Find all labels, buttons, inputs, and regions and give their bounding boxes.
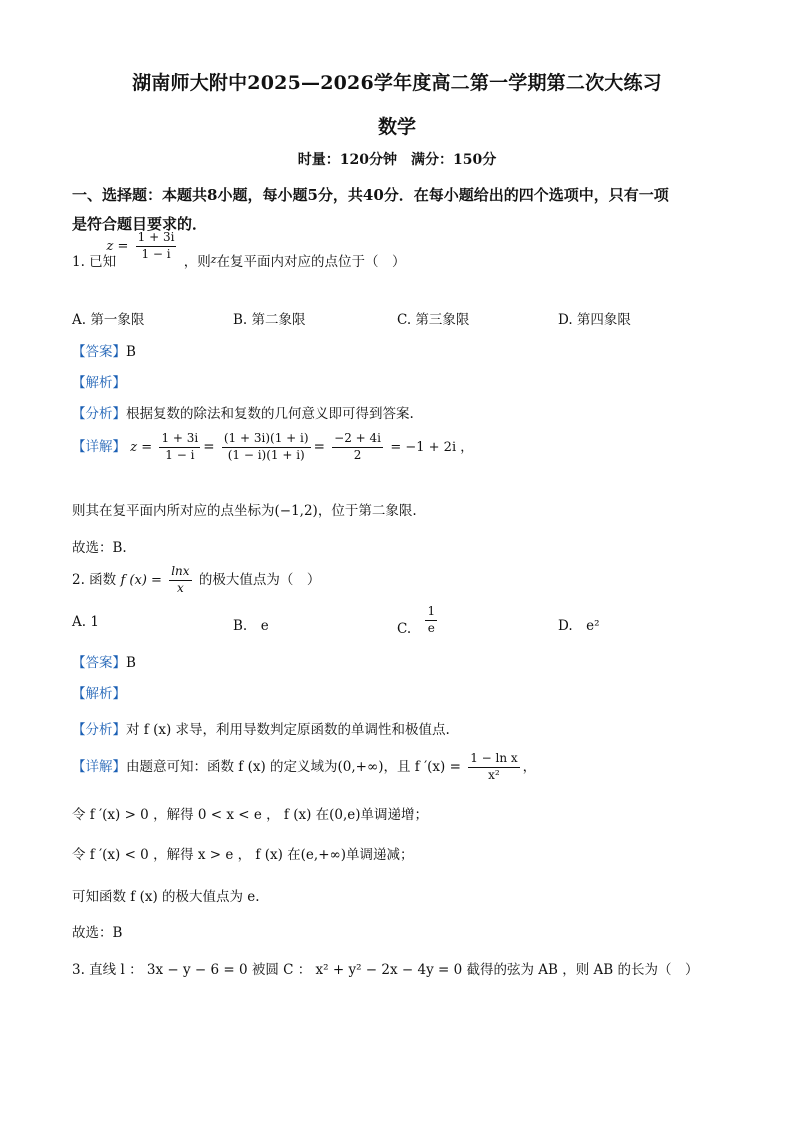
q2-detail-tag: 【详解】 bbox=[72, 758, 126, 775]
q2-suffix: 的极大值点为（ ） bbox=[198, 571, 321, 588]
q1-detail-frac2 bbox=[222, 432, 311, 463]
q1-z: z bbox=[210, 252, 217, 266]
q1-d-num2: (1 + 3i)(1 + i) bbox=[222, 432, 311, 448]
q2-option-c-label: C. bbox=[397, 620, 412, 637]
q1-option-b: B. 第二象限 bbox=[233, 312, 306, 328]
q1-frac-den: 1 − i bbox=[141, 246, 171, 261]
q1-detail-frac3 bbox=[332, 432, 383, 463]
q2-option-c bbox=[397, 605, 440, 636]
q2-deriv-frac bbox=[468, 752, 519, 783]
q1-answer-tag: 【答案】 bbox=[72, 344, 126, 360]
q1-analysis-tag: 【分析】 bbox=[72, 406, 126, 422]
q2-answer-tag: 【答案】 bbox=[72, 655, 126, 671]
q2-option-d: D. e² bbox=[558, 618, 600, 634]
q2-optc-den: e bbox=[427, 620, 435, 635]
q1-detail-frac1 bbox=[159, 432, 200, 463]
subject-title: 数学 bbox=[377, 116, 416, 138]
q2-jiexi bbox=[72, 682, 126, 702]
q1-analysis bbox=[72, 402, 414, 422]
q1-jiexi bbox=[72, 371, 126, 391]
q2-frac-den: x bbox=[177, 580, 184, 595]
section-heading-line1: 一、选择题：本题共8小题，每小题5分，共40分．在每小题给出的四个选项中，只有一项 bbox=[72, 186, 669, 204]
q2-analysis bbox=[72, 718, 450, 738]
page-title: 湖南师大附中2025—2026学年度高二第一学期第二次大练习 bbox=[132, 72, 662, 94]
q2-fx: f (x) = bbox=[120, 572, 162, 588]
q2-detail bbox=[72, 752, 536, 783]
q1-jiexi-tag: 【解析】 bbox=[72, 375, 126, 391]
q1-analysis-text: 根据复数的除法和复数的几何意义即可得到答案. bbox=[126, 406, 414, 422]
q1-detail-tail: = −1 + 2i ， bbox=[390, 439, 474, 455]
q1-d-num3: −2 + 4i bbox=[332, 432, 383, 448]
q1-frac-num: 1 + 3i bbox=[136, 231, 177, 247]
q2-deriv-den: x² bbox=[488, 767, 500, 782]
q1-d-den1: 1 − i bbox=[165, 447, 195, 462]
q1-suffix3: 在复平面内对应的点位于（ ） bbox=[216, 253, 406, 270]
q2-choose: 故选：B bbox=[72, 925, 123, 941]
q1-prefix: 1. 已知 bbox=[72, 253, 117, 270]
q1-d-den3: 2 bbox=[353, 447, 362, 462]
q1-detail-tag: 【详解】 bbox=[72, 438, 126, 455]
q2-answer-value: B bbox=[126, 655, 136, 671]
q2-optc-num: 1 bbox=[425, 605, 437, 621]
q1-d-den2: (1 − i)(1 + i) bbox=[227, 447, 305, 462]
q2-option-a: A. 1 bbox=[72, 614, 99, 630]
q1-detail: 【详解】 z = $\frac{1 + 3i}{1 - i}$ = $\frac{(1 + 3i)(1 + i)}{(1 - i)(1 + i)}$ = $\frac{-2 + 4i}{2}$ = −1 + 2i ， bbox=[72, 431, 474, 462]
q1-answer-value: B bbox=[126, 344, 136, 360]
q2-line-conclusion: 可知函数 f (x) 的极大值点为 e. bbox=[72, 889, 260, 905]
q2-detail-tail: ， bbox=[522, 758, 537, 775]
q1-option-d: D. 第四象限 bbox=[558, 312, 631, 328]
q1-option-c: C. 第三象限 bbox=[397, 312, 470, 328]
q2-deriv-num: 1 − ln x bbox=[468, 752, 519, 768]
q1-fraction bbox=[136, 231, 177, 262]
q2-detail-text: 由题意可知：函数 f (x) 的定义域为(0,+∞)，且 f ′(x) = bbox=[126, 758, 461, 775]
question-3-stem: 3. 直线 l ： 3x − y − 6 = 0 被圆 C ： x² + y² − 2x − 4y = 0 截得的弦为 AB ，则 AB 的长为（ ） bbox=[72, 962, 699, 978]
q1-answer bbox=[72, 340, 136, 360]
q1-option-a: A. 第一象限 bbox=[72, 312, 145, 328]
q1-suffix: ，则 bbox=[183, 253, 211, 270]
q1-d-num1: 1 + 3i bbox=[159, 432, 200, 448]
question-1-stem bbox=[72, 230, 406, 278]
q1-choose: 故选：B. bbox=[72, 540, 127, 556]
q2-analysis-tag: 【分析】 bbox=[72, 722, 126, 738]
q2-frac-num: lnx bbox=[169, 565, 191, 581]
q1-point-line: 则其在复平面内所对应的点坐标为(−1,2)，位于第二象限. bbox=[72, 503, 417, 519]
q2-line-decrease: 令 f ′(x) < 0 ，解得 x > e ， f (x) 在(e,+∞)单调递减； bbox=[72, 847, 414, 863]
q1-detail-lhs: z = bbox=[130, 439, 153, 455]
q2-line-increase: 令 f ′(x) > 0 ，解得 0 < x < e ， f (x) 在(0,e)单调递增； bbox=[72, 807, 429, 823]
q2-prefix: 2. 函数 bbox=[72, 571, 117, 588]
q2-jiexi-tag: 【解析】 bbox=[72, 686, 126, 702]
q2-analysis-text: 对 f (x) 求导，利用导数判定原函数的单调性和极值点. bbox=[126, 722, 450, 738]
q2-option-b: B. e bbox=[233, 618, 269, 634]
exam-meta: 时量：120分钟 满分：150分 bbox=[297, 152, 497, 168]
question-2-stem bbox=[72, 565, 320, 596]
q2-option-c-frac bbox=[425, 605, 437, 636]
q1-lhs: z = bbox=[106, 238, 129, 254]
q2-answer bbox=[72, 651, 136, 671]
section-heading-line2: 是符合题目要求的． bbox=[72, 215, 208, 233]
q2-fraction bbox=[169, 565, 191, 596]
